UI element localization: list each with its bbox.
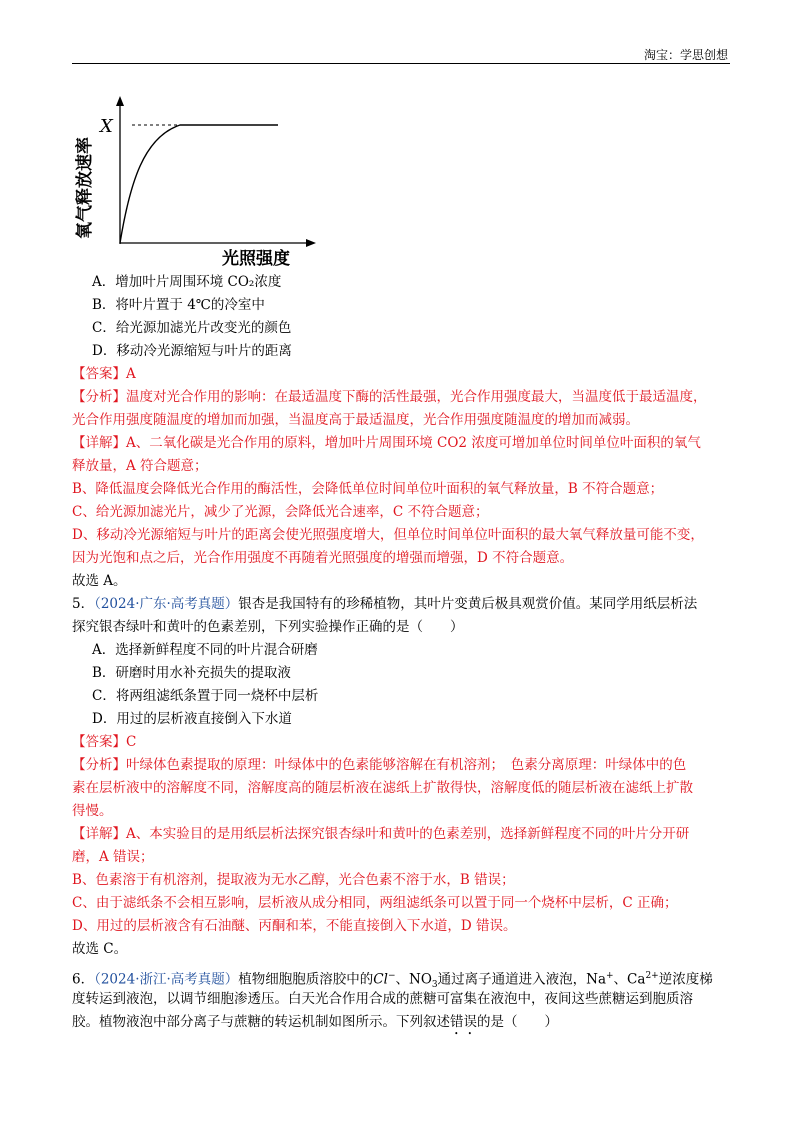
light-oxygen-graph [72,92,332,282]
q6-stem-line-1: 6．（2024·浙江·高考真题）植物细胞胞质溶胶中的Cl−、$NO_3$通过离子通道进入液泡，Na+、$Ca^{2+}$逆浓度梯 [72,971,713,991]
question-source: （2024·广东·高考真题） [94,596,239,612]
saturation-curve [120,125,278,243]
q4-analysis-line-1: 【分析】温度对光合作用的影响：在最适温度下酶的活性最强，光合作用强度最大，当温度低于最适温度， [72,389,707,405]
q5-option-b: B．研磨时用水补充损失的提取液 [92,665,291,681]
x-axis-arrow [306,239,316,247]
q4-detail-line-3: B、降低温度会降低光合作用的酶活性，会降低单位时间单位叶面积的氧气释放量，B 不符合题意； [72,481,664,497]
question-source: （2024·浙江·高考真题） [94,971,239,988]
q5-detail-line-3: B、色素溶于有机溶剂，提取液为无水乙醇，光合色素不溶于水，B 错误； [72,872,515,888]
detail-tag: 【详解】 [72,435,126,451]
q6-stem-line-2: 度转运到液泡，以调节细胞渗透压。白天光合作用合成的蔗糖可富集在液泡中，夜间这些蔗糖运到胞质溶 [72,991,693,1007]
question-number: 6． [72,971,95,988]
analysis-tag: 【分析】 [72,757,126,773]
chloride-ion: Cl [373,971,388,988]
q4-detail-line-1: 【详解】A、二氧化碳是光合作用的原料，增加叶片周围环境 CO2 浓度可增加单位时间单位叶面积的氧气 [72,435,701,451]
header-divider [72,63,730,64]
q5-detail-line-5: D、用过的层析液含有石油醚、丙酮和苯，不能直接倒入下水道，D 错误。 [72,918,517,934]
x-level-marker: X [100,116,113,137]
analysis-tag: 【分析】 [72,389,126,405]
q4-detail-line-4: C、给光源加滤光片，减少了光源，会降低光合速率，C 不符合题意； [72,504,489,520]
q5-answer [72,732,136,752]
q5-detail-line-4: C、由于滤纸条不会相互影响，层析液从成分相同，两组滤纸条可以置于同一个烧杯中层析，C 正确； [72,895,678,911]
q4-option-b: B．将叶片置于 4℃的冷室中 [92,297,265,313]
q4-detail-line-2: 释放量，A 符合题意； [72,458,208,474]
q5-analysis-line-1: 【分析】叶绿体色素提取的原理：叶绿体中的色素能够溶解在有机溶剂； 色素分离原理：叶绿体中的色 [72,757,687,773]
y-axis-arrow [116,96,124,106]
q5-analysis-line-2: 素在层析液中的溶解度不同，溶解度高的随层析液在滤纸上扩散得快，溶解度低的随层析液在滤纸上扩散 [72,780,693,796]
q4-detail-line-5: D、移动冷光源缩短与叶片的距离会使光照强度增大，但单位时间单位叶面积的最大氧气释放量可能不变， [72,527,704,543]
y-axis-label: 氧气释放速率 [75,137,95,239]
sodium-ion: Na [586,971,606,988]
q4-answer [72,364,136,384]
detail-tag: 【详解】 [72,826,126,842]
q5-conclusion: 故选 C。 [72,941,128,957]
q4-detail-line-6: 因为光饱和点之后，光合作用强度不再随着光照强度的增强而增强，D 不符合题意。 [72,550,574,566]
q5-stem-line-1: 5．（2024·广东·高考真题）银杏是我国特有的珍稀植物，其叶片变黄后极具观赏价值。某同学用纸层析法 [72,596,698,612]
calcium-ion: Ca [627,971,646,988]
nitrate-ion: NO [409,971,432,988]
question-number: 5． [72,596,95,612]
q4-analysis-line-2: 光合作用强度随温度的增加而加强，当温度高于最适温度，光合作用强度随温度的增加而减弱。 [72,412,639,428]
emphasized-word: 错误 [450,1014,477,1030]
page-header: 淘宝：学思创想 [643,48,728,62]
answer-value: A [126,366,136,382]
answer-value: C [126,734,137,750]
answer-tag: 【答案】 [72,734,126,750]
x-axis-label: 光照强度 [222,249,290,269]
q6-stem-line-3: 胶。植物液泡中部分离子与蔗糖的转运机制如图所示。下列叙述错误的是（ ） [72,1014,558,1030]
q5-option-d: D．用过的层析液直接倒入下水道 [92,711,292,727]
q5-analysis-line-3: 得慢。 [72,803,113,819]
q4-conclusion: 故选 A。 [72,573,127,589]
answer-tag: 【答案】 [72,366,126,382]
q5-option-c: C．将两组滤纸条置于同一烧杯中层析 [92,688,319,704]
q5-detail-line-2: 磨，A 错误； [72,849,154,865]
q5-detail-line-1: 【详解】A、本实验目的是用纸层析法探究银杏绿叶和黄叶的色素差别，选择新鲜程度不同的叶片分开研 [72,826,690,842]
q5-option-a: A．选择新鲜程度不同的叶片混合研磨 [92,642,318,658]
q4-option-a: A．增加叶片周围环境 CO₂浓度 [92,274,282,290]
q5-stem-line-2: 探究银杏绿叶和黄叶的色素差别，下列实验操作正确的是（ ） [72,619,464,635]
q4-option-c: C．给光源加滤光片改变光的颜色 [92,320,292,336]
q4-option-d: D．移动冷光源缩短与叶片的距离 [92,343,292,359]
